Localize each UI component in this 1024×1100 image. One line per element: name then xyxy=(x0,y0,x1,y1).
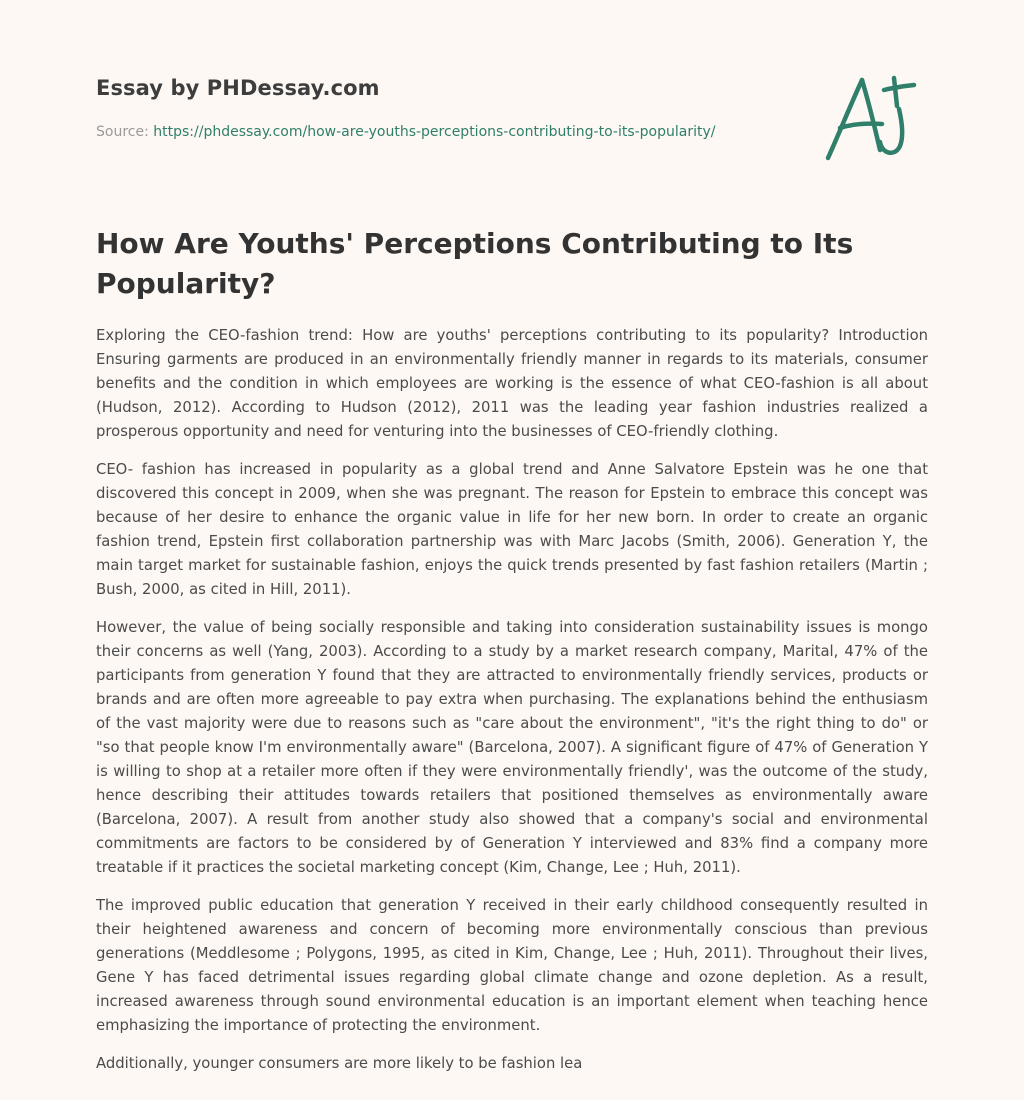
paragraph-4: The improved public education that generation Y received in their early childhood consequently resulted in their heightened awareness and concern of becoming more environmentally conscious than previous generations (Meddlesome ; Polygons, 1995, as cited in Kim, Change, Lee ; Huh, 2011). Throughout their lives, Gene Y has faced detrimental issues regarding global climate change and ozone depletion. As a result, increased awareness through sound environmental education is an important element when teaching hence emphasizing the importance of protecting the environment. xyxy=(96,897,928,1034)
paragraph-2: CEO- fashion has increased in popularity as a global trend and Anne Salvatore Epstein was he one that discovered this concept in 2009, when she was pregnant. The reason for Epstein to embrace this concept was because of her desire to enhance the organic value in life for her new born. In order to create an organic fashion trend, Epstein first collaboration partnership was with Marc Jacobs (Smith, 2006). Generation Y, the main target market for sustainable fashion, enjoys the quick trends presented by fast fashion retailers (Martin ; Bush, 2000, as cited in Hill, 2011). xyxy=(96,461,928,598)
essay-body xyxy=(96,324,928,1090)
source-label: Source: xyxy=(96,124,149,140)
essay-title: How Are Youths' Perceptions Contributing to Its Popularity? xyxy=(96,227,854,300)
a-plus-logo-icon xyxy=(818,66,930,166)
source-link[interactable]: https://phdessay.com/how-are-youths-perceptions-contributing-to-its-popularity/ xyxy=(153,124,716,140)
site-brand: Essay by PHDessay.com xyxy=(96,76,380,100)
source-line xyxy=(96,124,716,140)
paragraph-1: Exploring the CEO-fashion trend: How are youths' perceptions contributing to its popularity? Introduction Ensuring garments are produced in an environmentally friendly manner in regards to its materials, consumer benefits and the condition in which employees are working is the essence of what CEO-fashion is all about (Hudson, 2012). According to Hudson (2012), 2011 was the leading year fashion industries realized a prosperous opportunity and need for venturing into the businesses of CEO-friendly clothing. xyxy=(96,327,928,440)
paragraph-3: However, the value of being socially responsible and taking into consideration sustainability issues is mongo their concerns as well (Yang, 2003). According to a study by a market research company, Marital, 47% of the participants from generation Y found that they are attracted to environmentally friendly services, products or brands and are often more agreeable to pay extra when purchasing. The explanations behind the enthusiasm of the vast majority were due to reasons such as "care about the environment", "it's the right thing to do" or "so that people know I'm environmentally aware" (Barcelona, 2007). A significant figure of 47% of Generation Y is willing to shop at a retailer more often if they were environmentally friendly', was the outcome of the study, hence describing their attitudes towards retailers that positioned themselves as environmentally aware (Barcelona, 2007). A result from another study also showed that a company's social and environmental commitments are factors to be considered by of Generation Y interviewed and 83% find a company more treatable if it practices the societal marketing concept (Kim, Change, Lee ; Huh, 2011). xyxy=(96,619,928,876)
paragraph-5: Additionally, younger consumers are more likely to be fashion lea xyxy=(96,1055,583,1072)
